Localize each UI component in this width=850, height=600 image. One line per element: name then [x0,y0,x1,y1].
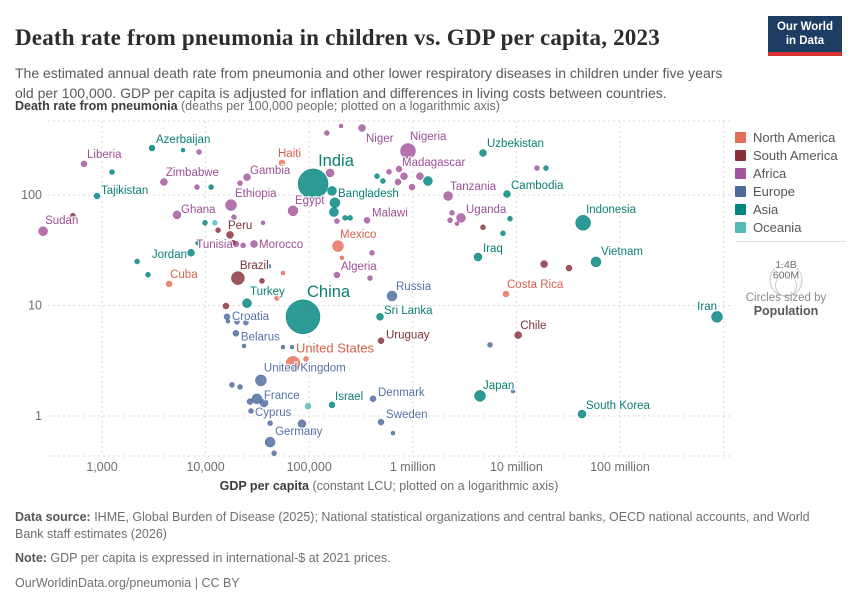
dot-zimbabwe[interactable] [160,179,167,186]
country-label-morocco[interactable]: Morocco [259,239,304,251]
background-dot[interactable] [448,218,453,223]
country-label-india[interactable]: India [318,151,354,170]
dot-denmark[interactable] [370,396,376,402]
dot-niger[interactable] [359,125,366,132]
note-label: Note: [15,550,47,565]
page-title: Death rate from pneumonia in children vs. GDP per capita, 2023 [15,25,660,51]
dot-azerbaijan[interactable] [149,145,155,151]
country-label-uganda[interactable]: Uganda [466,203,507,216]
dot-tajikistan[interactable] [94,193,100,199]
dot-peru[interactable] [227,231,234,238]
country-label-brazil[interactable]: Brazil [239,260,269,273]
background-dot[interactable] [195,185,200,190]
legend-label-asia: Asia [753,201,779,217]
background-dot[interactable] [324,131,329,136]
dot-brazil[interactable] [231,272,244,285]
owid-logo-line1: Our World [776,21,833,33]
background-dot[interactable] [368,276,373,281]
dot-uruguay[interactable] [378,338,384,344]
legend-label-south-america: South America [753,147,838,163]
dot-chile[interactable] [515,332,522,339]
x-tick-label: 1,000 [86,460,118,474]
background-dot[interactable] [268,421,273,426]
country-label-sudan[interactable]: Sudan [45,215,79,228]
dot-uganda[interactable] [457,213,466,222]
legend-item-europe[interactable] [735,182,838,200]
country-label-south-korea[interactable]: South Korea [586,400,650,413]
background-dot[interactable] [370,250,375,255]
background-dot[interactable] [230,382,235,387]
background-dot[interactable] [209,185,214,190]
background-dot[interactable] [226,319,230,323]
dot-mexico[interactable] [333,241,344,252]
dot-indonesia[interactable] [576,215,591,230]
background-dot[interactable] [135,259,140,264]
continent-legend [735,128,838,236]
country-label-united-kingdom[interactable]: United Kingdom [263,362,346,375]
dot-iraq[interactable] [474,253,482,261]
country-label-niger[interactable]: Niger [366,133,394,145]
background-dot[interactable] [375,174,380,179]
country-label-nigeria[interactable]: Nigeria [410,131,447,143]
country-label-russia[interactable]: Russia [396,281,432,293]
country-label-israel[interactable]: Israel [335,390,364,403]
country-label-ethiopia[interactable]: Ethiopia [235,188,277,201]
data-source-text: IHME, Global Burden of Disease (2025); National statistical organizations and central banks, OECD national accounts, and World Bank staff estimates (2026) [15,510,810,542]
x-tick-label: 10,000 [186,460,225,474]
legend-item-asia[interactable] [735,200,838,218]
background-dot[interactable] [181,148,185,152]
country-label-jordan[interactable]: Jordan [151,248,187,261]
background-dot[interactable] [326,169,334,177]
background-dot[interactable] [261,221,265,225]
country-label-france[interactable]: France [263,389,300,402]
background-dot[interactable] [110,170,115,175]
background-dot[interactable] [348,215,353,220]
country-label-sweden[interactable]: Sweden [386,409,428,422]
x-tick-label: 1 million [389,460,436,474]
background-dot[interactable] [544,166,549,171]
country-label-tunisia[interactable]: Tunisia [196,239,233,251]
background-dot[interactable] [508,216,513,221]
dot-madagascar[interactable] [401,173,408,180]
y-tick-label: 1 [35,409,42,423]
dot-croatia[interactable] [224,314,230,320]
dot-china[interactable] [286,300,320,334]
background-dot[interactable] [416,173,423,180]
country-label-turkey[interactable]: Turkey [250,286,285,299]
dot-sri-lanka[interactable] [377,313,384,320]
background-dot[interactable] [334,219,339,224]
dot-cuba[interactable] [166,281,172,287]
legend-swatch-africa [735,168,746,179]
legend-item-south-america[interactable] [735,146,838,164]
background-dot[interactable] [535,166,540,171]
dot-ghana[interactable] [173,211,181,219]
note-line [15,550,837,567]
size-legend-caption: Circles sized by [745,292,827,304]
background-dot[interactable] [305,403,311,409]
background-dot[interactable] [488,342,493,347]
dot-malawi[interactable] [364,217,370,223]
dot-liberia[interactable] [81,161,87,167]
dot-cambodia[interactable] [504,191,511,198]
background-dot[interactable] [281,271,285,275]
country-label-madagascar[interactable]: Madagascar [402,157,466,170]
country-label-bangladesh[interactable]: Bangladesh [338,187,399,200]
background-dot[interactable] [216,228,221,233]
background-dot[interactable] [304,357,309,362]
background-dot[interactable] [566,265,572,271]
dot-jordan[interactable] [188,249,195,256]
background-dot[interactable] [197,150,202,155]
background-dot[interactable] [241,243,246,248]
background-dot[interactable] [238,181,243,186]
background-dot[interactable] [260,278,265,283]
country-label-tanzania[interactable]: Tanzania [450,181,497,193]
y-tick-label: 10 [28,298,42,313]
country-label-vietnam[interactable]: Vietnam [601,245,643,258]
legend-swatch-asia [735,204,746,215]
dot-costa-rica[interactable] [503,291,509,297]
dot-ethiopia[interactable] [226,200,237,211]
country-label-cuba[interactable]: Cuba [170,268,198,281]
size-legend-caption-bold: Population [753,304,819,318]
legend-label-oceania: Oceania [753,219,802,235]
background-dot[interactable] [329,208,338,217]
dot-germany[interactable] [265,437,275,447]
country-label-malawi[interactable]: Malawi [372,207,408,220]
country-label-united-states[interactable]: United States [296,340,375,356]
legend-item-africa[interactable] [735,164,838,182]
dot-cyprus[interactable] [249,409,254,414]
x-tick-label: 100,000 [286,460,332,474]
dot-south-korea[interactable] [578,410,586,418]
owid-logo-line2: in Data [785,35,825,48]
background-dot[interactable] [339,124,343,128]
country-label-chile[interactable]: Chile [520,320,547,333]
background-dot[interactable] [380,179,385,184]
background-dot[interactable] [343,215,348,220]
legend-swatch-north-america [735,132,746,143]
legend-item-oceania[interactable] [735,218,838,236]
background-dot[interactable] [387,169,392,174]
dot-sudan[interactable] [39,227,48,236]
legend-divider [735,241,846,242]
size-legend-inner-label: 600M [772,269,800,282]
dot-algeria[interactable] [334,272,340,278]
dot-japan[interactable] [475,390,486,401]
background-dot[interactable] [146,272,151,277]
country-label-china[interactable]: China [307,282,351,301]
country-label-iraq[interactable]: Iraq [483,243,503,255]
dot-sweden[interactable] [378,419,384,425]
note-text: GDP per capita is expressed in international-$ at 2021 prices. [46,550,391,565]
country-label-uruguay[interactable]: Uruguay [386,329,430,342]
data-source-line [15,509,837,544]
country-label-ghana[interactable]: Ghana [181,203,216,216]
dot-iran[interactable] [712,311,723,322]
background-dot[interactable] [409,184,415,190]
country-label-iran[interactable]: Iran [697,300,717,313]
country-label-peru[interactable]: Peru [228,219,253,232]
x-axis-title-bold: GDP per capita [219,479,309,493]
country-label-liberia[interactable]: Liberia [87,148,122,161]
background-dot[interactable] [212,220,217,225]
size-legend-outer-label: 1.4B [775,259,797,271]
chart-footer [15,509,837,592]
background-dot[interactable] [242,344,246,348]
legend-label-africa: Africa [753,165,787,181]
dot-turkey[interactable] [243,299,252,308]
data-source-label: Data source: [15,510,91,524]
background-dot[interactable] [391,431,395,435]
country-label-costa-rica[interactable]: Costa Rica [507,279,564,291]
country-label-germany[interactable]: Germany [275,426,323,439]
background-dot[interactable] [290,345,294,349]
legend-swatch-south-america [735,150,746,161]
dot-united-kingdom[interactable] [255,375,266,386]
country-label-sri-lanka[interactable]: Sri Lanka [384,304,433,317]
dot-egypt[interactable] [288,206,298,216]
country-label-cambodia[interactable]: Cambodia [511,180,564,192]
dot-vietnam[interactable] [591,257,601,267]
country-label-cyprus[interactable]: Cyprus [255,407,292,419]
country-label-belarus[interactable]: Belarus [240,331,280,344]
legend-swatch-europe [735,186,746,197]
country-label-mexico[interactable]: Mexico [340,229,377,242]
y-axis-title-bold: Death rate from pneumonia [15,99,178,113]
background-dot[interactable] [223,303,229,309]
legend-label-europe: Europe [753,183,795,199]
x-axis-title-rest: (constant LCU; plotted on a logarithmic axis) [308,479,559,493]
background-dot[interactable] [541,261,548,268]
country-label-indonesia[interactable]: Indonesia [586,203,636,216]
citation-line[interactable]: OurWorldinData.org/pneumonia | CC BY [15,575,240,590]
background-dot[interactable] [395,179,401,185]
y-axis-title-rest: (deaths per 100,000 people; plotted on a logarithmic axis) [177,99,500,113]
country-label-tajikistan[interactable]: Tajikistan [101,185,149,197]
background-dot[interactable] [423,177,432,186]
background-dot[interactable] [481,225,486,230]
country-label-japan[interactable]: Japan [483,379,515,392]
background-dot[interactable] [238,385,243,390]
background-dot[interactable] [272,451,277,456]
x-tick-label: 100 million [590,460,650,474]
x-tick-label: 10 million [489,460,543,474]
country-label-denmark[interactable]: Denmark [378,386,425,399]
y-tick-label: 100 [21,188,42,202]
legend-swatch-oceania [735,222,746,233]
background-dot[interactable] [247,399,253,405]
country-label-haiti[interactable]: Haiti [278,148,302,160]
country-label-algeria[interactable]: Algeria [340,261,377,273]
background-dot[interactable] [340,256,344,260]
chart-subtitle: The estimated annual death rate from pneumonia and other lower respiratory diseases in children under five years old per 100,000. GDP per capita is adjusted for inflation and differences in living costs between countries. [15,65,723,101]
background-dot[interactable] [455,222,459,226]
dot-morocco[interactable] [251,241,258,248]
legend-item-north-america[interactable] [735,128,838,146]
background-dot[interactable] [203,220,208,225]
country-label-zimbabwe[interactable]: Zimbabwe [165,167,219,179]
background-dot[interactable] [501,231,506,236]
dot-bangladesh[interactable] [328,186,337,195]
country-label-egypt[interactable]: Egypt [295,194,325,207]
country-label-gambia[interactable]: Gambia [250,165,291,178]
legend-label-north-america: North America [753,129,836,145]
country-label-azerbaijan[interactable]: Azerbaijan [156,134,211,147]
country-label-croatia[interactable]: Croatia [232,310,270,323]
dot-uzbekistan[interactable] [480,150,487,157]
background-dot[interactable] [281,345,285,349]
x-axis-title [48,479,730,493]
country-label-uzbekistan[interactable]: Uzbekistan [487,138,544,150]
dot-belarus[interactable] [233,330,239,336]
background-dot[interactable] [450,210,455,215]
